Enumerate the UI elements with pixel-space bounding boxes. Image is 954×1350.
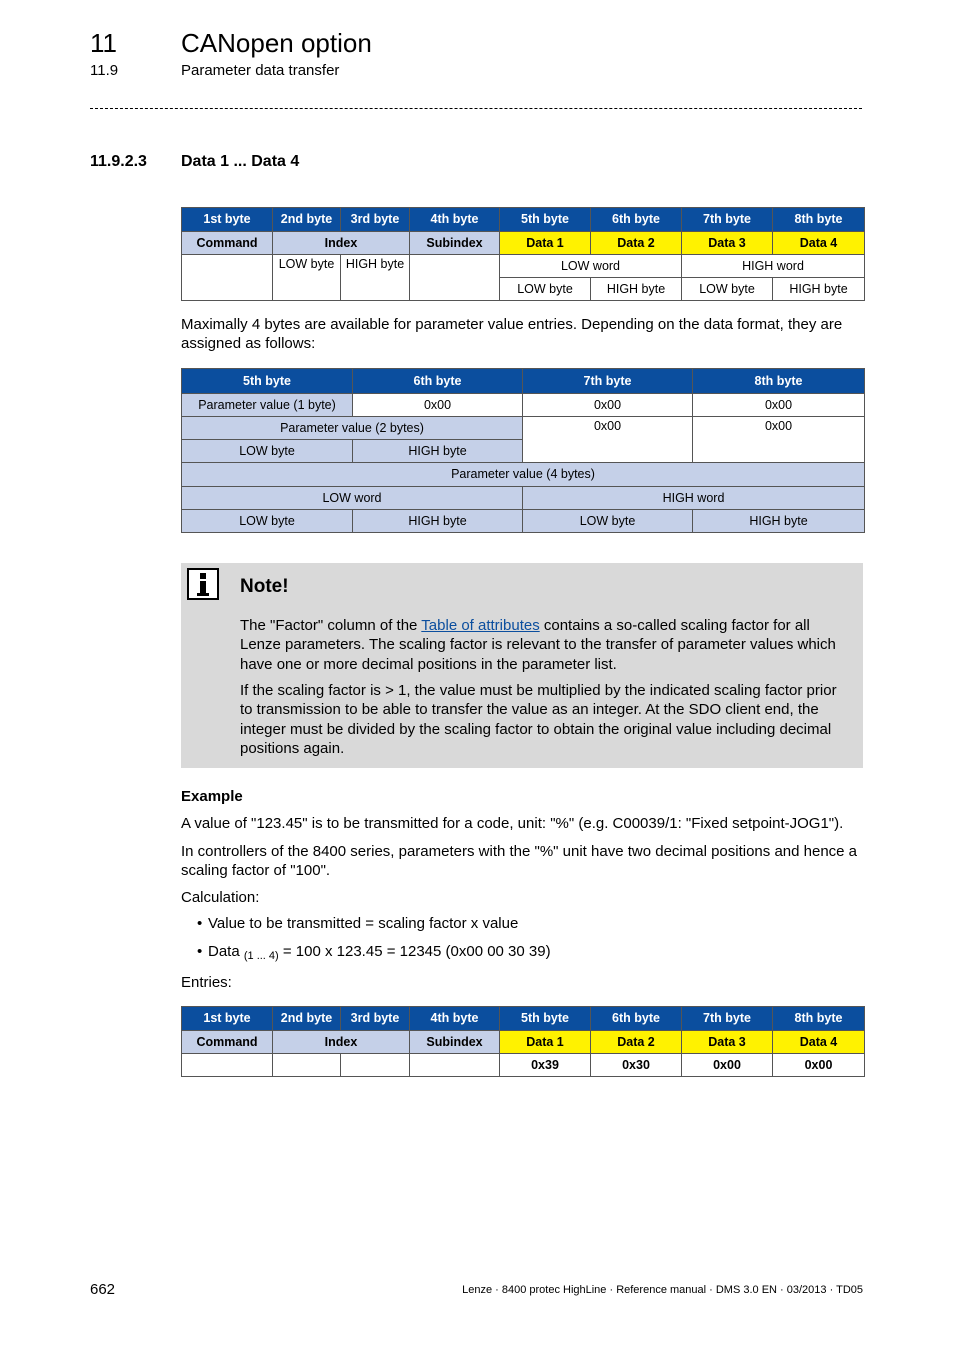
header-byte-5: 5th byte [182, 369, 353, 394]
value-data-4: 0x00 [773, 1054, 865, 1077]
header-byte-2: 2nd byte [273, 1007, 341, 1031]
header-byte-7: 7th byte [682, 208, 773, 232]
telegram-structure-table [181, 207, 865, 301]
param-value-2-bytes-cell: Parameter value (2 bytes) [182, 417, 523, 440]
high-word-cell: HIGH word [523, 487, 865, 510]
low-byte-cell: LOW byte [182, 440, 353, 463]
high-byte-cell: HIGH byte [693, 510, 865, 533]
data-1-cell: Data 1 [500, 232, 591, 255]
header-byte-7: 7th byte [523, 369, 693, 394]
value-data-2: 0x30 [591, 1054, 682, 1077]
subsection-number: 11.9.2.3 [90, 153, 147, 170]
bullet-1-text: Value to be transmitted = scaling factor x value [208, 915, 519, 932]
empty-cell [410, 255, 500, 301]
example-paragraph-2: In controllers of the 8400 series, parameters with the "%" unit have two decimal positions and hence a scaling factor of "100". [181, 843, 858, 879]
entries-table [181, 1006, 865, 1077]
value-data-1: 0x39 [500, 1054, 591, 1077]
data-subscript: (1 ... 4) [243, 950, 279, 962]
intro-paragraph: Maximally 4 bytes are available for parameter value entries. Depending on the data format, they are assigned as follows: [181, 316, 843, 352]
high-byte-cell: HIGH byte [353, 510, 523, 533]
section-number: 11.9 [90, 62, 119, 79]
empty-cell [341, 1054, 410, 1077]
command-cell: Command [182, 1031, 273, 1054]
low-byte-cell: LOW byte [182, 510, 353, 533]
note-text: The "Factor" column of the [240, 617, 422, 634]
page-number: 662 [90, 1281, 116, 1298]
zero-cell: 0x00 [353, 394, 523, 417]
header-byte-8: 8th byte [693, 369, 865, 394]
note-text: contains a so-called scaling factor for all Lenze parameters. The scaling factor is relevant to the transfer of parameter values which have one or more decimal positions in the parameter list. [240, 617, 836, 673]
note-title: Note! [240, 576, 289, 597]
subindex-cell: Subindex [410, 1031, 500, 1054]
header-byte-3: 3rd byte [341, 208, 410, 232]
param-value-1-byte-cell: Parameter value (1 byte) [182, 394, 353, 417]
footer-doc-info: Lenze · 8400 protec HighLine · Reference manual · DMS 3.0 EN · 03/2013 · TD05 [462, 1284, 863, 1296]
header-byte-2: 2nd byte [273, 208, 341, 232]
low-word-cell: LOW word [500, 255, 682, 278]
header-byte-6: 6th byte [353, 369, 523, 394]
header-byte-8: 8th byte [773, 1007, 865, 1031]
index-low-byte-cell: LOW byte [273, 255, 341, 301]
data-3-cell: Data 3 [682, 232, 773, 255]
header-byte-3: 3rd byte [341, 1007, 410, 1031]
subindex-cell: Subindex [410, 232, 500, 255]
header-byte-5: 5th byte [500, 208, 591, 232]
value-data-3: 0x00 [682, 1054, 773, 1077]
bullet-2-part: Data [208, 943, 244, 960]
chapter-title: CANopen option [181, 28, 372, 58]
header-byte-1: 1st byte [182, 208, 273, 232]
info-icon [187, 568, 219, 600]
low-byte-cell: LOW byte [523, 510, 693, 533]
header-byte-1: 1st byte [182, 1007, 273, 1031]
data-3-cell: Data 3 [682, 1031, 773, 1054]
calculation-label: Calculation: [181, 889, 260, 906]
low-byte-cell: LOW byte [500, 278, 591, 301]
low-byte-cell: LOW byte [682, 278, 773, 301]
example-paragraph-1: A value of "123.45" is to be transmitted for a code, unit: "%" (e.g. C00039/1: "Fixed setpoint-JOG1"). [181, 815, 844, 832]
note-paragraph-2: If the scaling factor is > 1, the value must be multiplied by the indicated scaling factor prior to transmission to be able to transfer the value as an integer. At the SDO client end, the integer must be divided by the scaling factor to obtain the original value including decimal positions again. [240, 682, 837, 757]
zero-cell: 0x00 [523, 417, 693, 463]
bullet-2-text [208, 943, 551, 962]
data-4-cell: Data 4 [773, 1031, 865, 1054]
empty-cell [182, 1054, 273, 1077]
empty-cell [182, 255, 273, 301]
high-byte-cell: HIGH byte [591, 278, 682, 301]
header-byte-5: 5th byte [500, 1007, 591, 1031]
header-byte-4: 4th byte [410, 208, 500, 232]
low-word-cell: LOW word [182, 487, 523, 510]
high-byte-cell: HIGH byte [773, 278, 865, 301]
zero-cell: 0x00 [693, 394, 865, 417]
section-title: Parameter data transfer [181, 62, 340, 79]
header-byte-4: 4th byte [410, 1007, 500, 1031]
command-cell: Command [182, 232, 273, 255]
header-byte-6: 6th byte [591, 1007, 682, 1031]
data-1-cell: Data 1 [500, 1031, 591, 1054]
high-byte-cell: HIGH byte [353, 440, 523, 463]
example-heading: Example [181, 788, 243, 805]
empty-cell [410, 1054, 500, 1077]
parameter-value-table [181, 368, 865, 533]
bullet-2-part: = 100 x 123.45 = 12345 (0x00 00 30 39) [278, 943, 551, 960]
header-divider [90, 108, 862, 109]
index-high-byte-cell: HIGH byte [341, 255, 410, 301]
zero-cell: 0x00 [693, 417, 865, 463]
bullet-marker: • [197, 943, 203, 960]
header-byte-7: 7th byte [682, 1007, 773, 1031]
data-2-cell: Data 2 [591, 1031, 682, 1054]
table-of-attributes-link[interactable]: Table of attributes [421, 617, 540, 634]
bullet-marker: • [197, 915, 203, 932]
zero-cell: 0x00 [523, 394, 693, 417]
empty-cell [273, 1054, 341, 1077]
note-paragraph-1 [240, 616, 846, 674]
note-box [181, 563, 863, 768]
chapter-number: 11 [90, 28, 117, 58]
entries-label: Entries: [181, 974, 232, 991]
data-2-cell: Data 2 [591, 232, 682, 255]
header-byte-8: 8th byte [773, 208, 865, 232]
index-cell: Index [273, 1031, 410, 1054]
subsection-title: Data 1 ... Data 4 [181, 153, 300, 170]
header-byte-6: 6th byte [591, 208, 682, 232]
high-word-cell: HIGH word [682, 255, 865, 278]
index-cell: Index [273, 232, 410, 255]
data-4-cell: Data 4 [773, 232, 865, 255]
param-value-4-bytes-cell: Parameter value (4 bytes) [182, 463, 865, 487]
